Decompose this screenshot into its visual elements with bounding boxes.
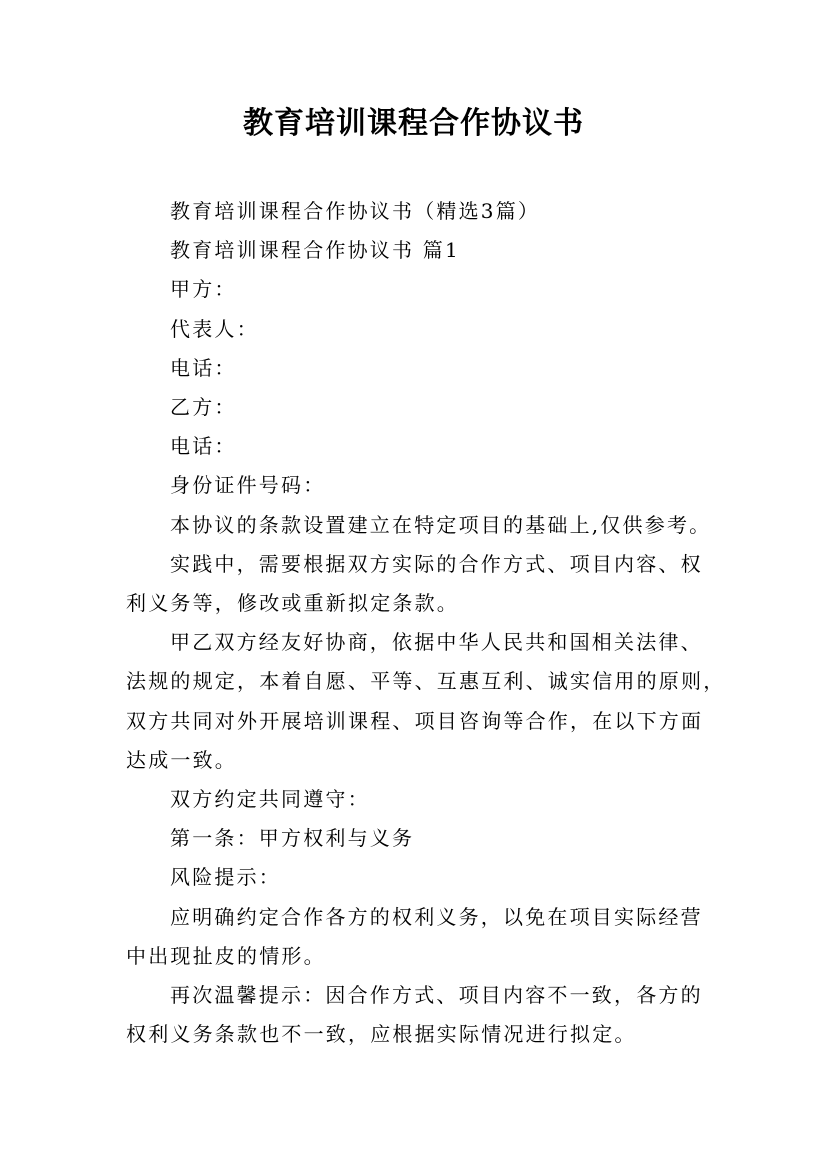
id-number-label: 身份证件号码： [170,473,326,498]
paragraph-line: 法规的规定，本着自愿、平等、互惠互利、诚实信用的原则， [126,669,726,694]
paragraph-line: 利义务等，修改或重新拟定条款。 [126,591,459,616]
party-a-phone-label: 电话： [170,355,237,380]
risk-tip-label: 风险提示： [170,865,281,890]
paragraph-line: 再次温馨提示：因合作方式、项目内容不一致，各方的 [170,983,703,1008]
paragraph-line: 中出现扯皮的情形。 [126,943,326,968]
paragraph-line: 实践中，需要根据双方实际的合作方式、项目内容、权 [170,551,703,576]
representative-label: 代表人： [170,316,259,341]
article-heading: 第一条：甲方权利与义务 [170,826,415,851]
paragraph-line: 双方约定共同遵守： [170,787,370,812]
subtitle-line: 教育培训课程合作协议书（精选3篇） [170,199,541,223]
paragraph-line: 应明确约定合作各方的权利义务，以免在项目实际经营 [170,904,703,929]
paragraph-line: 本协议的条款设置建立在特定项目的基础上,仅供参考。 [170,512,712,537]
paragraph-line: 双方共同对外开展培训课程、项目咨询等合作，在以下方面 [126,708,704,733]
party-b-label: 乙方： [170,395,237,420]
paragraph-line: 权利义务条款也不一致，应根据实际情况进行拟定。 [126,1022,637,1047]
document-body [126,192,726,1054]
party-a-label: 甲方： [170,277,237,302]
paragraph-line: 达成一致。 [126,747,237,772]
party-b-phone-label: 电话： [170,434,237,459]
paragraph-line: 甲乙双方经友好协商，依据中华人民共和国相关法律、 [170,630,703,655]
section-heading: 教育培训课程合作协议书 篇1 [170,238,460,263]
document-title: 教育培训课程合作协议书 [243,106,584,141]
